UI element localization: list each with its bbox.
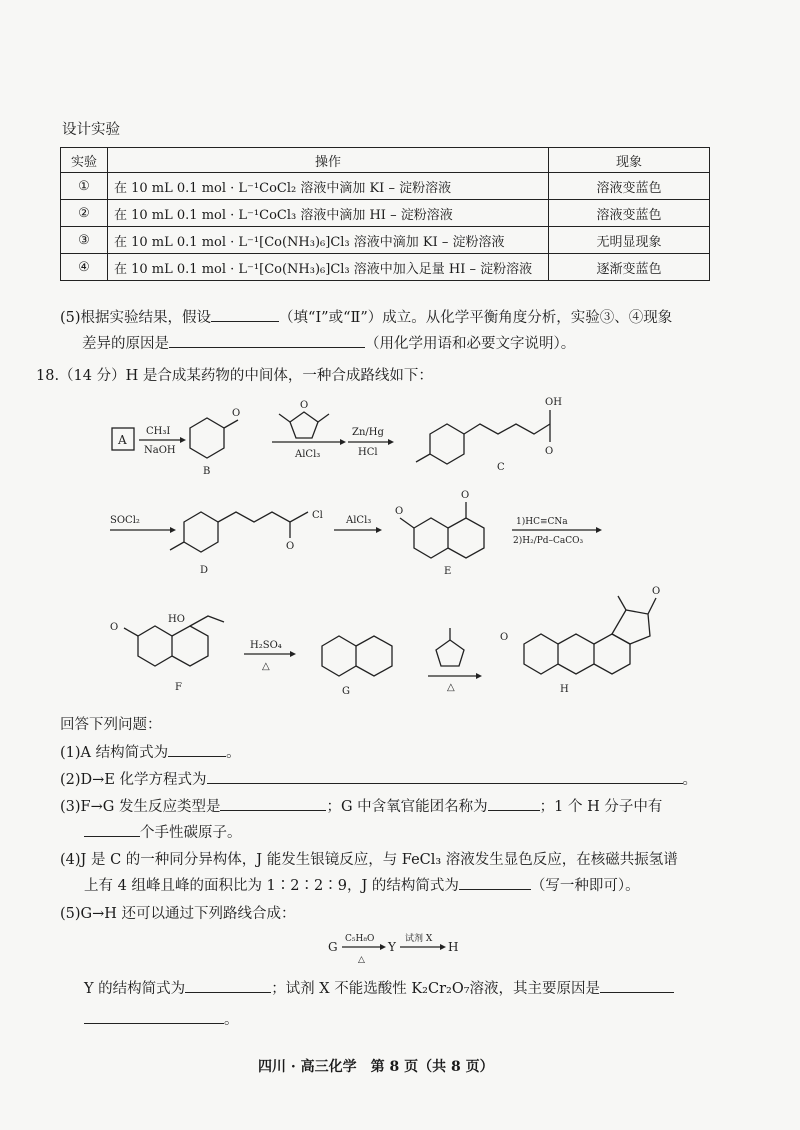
atom-O-H2: O <box>652 586 661 597</box>
reagent-hcl: HCl <box>358 447 378 458</box>
q5-text-b: ；试剂 X 不能选酸性 K₂Cr₂O₇溶液，其主要原因是 <box>271 981 601 997</box>
atom-O-B: O <box>232 408 241 419</box>
route-arrowhead-2 <box>440 944 446 950</box>
q18-intro: 18.（14 分）H 是合成某药物的中间体，一种合成路线如下： <box>36 368 433 384</box>
reagent-heat-2: △ <box>447 682 455 693</box>
atom-O-C: O <box>545 446 554 457</box>
label-E: E <box>444 566 452 577</box>
reagent-h2pd: 2)H₂/Pd–CaCO₃ <box>513 536 584 546</box>
reagent-ch3i: CH₃I <box>146 426 171 437</box>
q2-end: 。 <box>682 772 698 788</box>
q3-text-c: ；1 个 H 分子中有 <box>539 799 663 815</box>
reagent-heat-1: △ <box>262 661 270 672</box>
row-operation: 在 10 mL 0.1 mol · L⁻¹[Co(NH₃)₆]Cl₃ 溶液中滴加 KI – 淀粉溶液 <box>108 227 549 254</box>
prev-q5-text-c: 差异的原因是 <box>82 336 169 352</box>
q3-text-a: (3)F→G 发生反应类型是 <box>60 799 221 815</box>
row-number: ① <box>61 173 108 200</box>
route-reagent-1: C₅H₈O <box>345 934 375 944</box>
q1-end: 。 <box>226 745 241 761</box>
q5-title: (5)G→H 还可以通过下列路线合成： <box>60 906 296 922</box>
answer-blank-q5a[interactable] <box>185 978 271 993</box>
route-reagent-2: 试剂 X <box>405 934 433 944</box>
atom-O-anhydride: O <box>300 400 309 411</box>
atom-OH: OH <box>545 397 562 408</box>
route-heat: △ <box>358 955 365 965</box>
row-operation: 在 10 mL 0.1 mol · L⁻¹CoCl₃ 溶液中滴加 HI – 淀粉溶液 <box>108 200 549 227</box>
row-phenomenon: 无明显现象 <box>549 227 710 254</box>
atom-Cl: Cl <box>312 510 323 521</box>
q4-text-a: 上有 4 组峰且峰的面积比为 1∶2∶2∶9，J 的结构简式为 <box>84 878 459 894</box>
section-title: 设计实验 <box>62 122 120 138</box>
row-phenomenon: 逐渐变蓝色 <box>549 254 710 281</box>
q4-line1: (4)J 是 C 的一种同分异构体，J 能发生银镜反应，与 FeCl₃ 溶液发生显色反应，在核磁共振氢谱 <box>60 852 678 868</box>
label-G: G <box>342 686 350 697</box>
reagent-alcl3: AlCl₃ <box>295 449 321 460</box>
atom-O-E: O <box>461 490 470 501</box>
q5-text-a: Y 的结构简式为 <box>84 981 186 997</box>
atom-HO: HO <box>168 614 185 625</box>
header-experiment: 实验 <box>61 148 108 173</box>
label-A: A <box>118 433 127 447</box>
q4-text-b: （写一种即可）。 <box>530 878 640 894</box>
answer-blank-q5c[interactable] <box>84 1009 224 1024</box>
label-F: F <box>175 682 182 693</box>
atom-O-D: O <box>286 541 295 552</box>
q3-text-d: 个手性碳原子。 <box>140 825 242 841</box>
route-arrowhead-1 <box>380 944 386 950</box>
prev-q5-text-a: (5)根据实验结果，假设 <box>60 310 212 326</box>
label-C: C <box>497 462 505 473</box>
q5-line2 <box>84 1008 239 1029</box>
q5-end: 。 <box>224 1012 239 1028</box>
q5-line1 <box>84 977 674 998</box>
row-phenomenon: 溶液变蓝色 <box>549 200 710 227</box>
reagent-socl2: SOCl₂ <box>110 515 140 526</box>
row-number: ④ <box>61 254 108 281</box>
q2-text: (2)D→E 化学方程式为 <box>60 772 207 788</box>
reagent-znhg: Zn/Hg <box>352 427 384 438</box>
reagent-hccna: 1)HC≡CNa <box>516 517 568 527</box>
reagent-alcl3-2: AlCl₃ <box>346 515 372 526</box>
atom-O-H: O <box>500 632 509 643</box>
prev-q5-text-b: （填“Ⅰ”或“Ⅱ”）成立。从化学平衡角度分析，实验③、④现象 <box>279 310 673 326</box>
reagent-h2so4: H₂SO₄ <box>250 640 282 651</box>
row-number: ③ <box>61 227 108 254</box>
row-phenomenon: 溶液变蓝色 <box>549 173 710 200</box>
row-number: ② <box>61 200 108 227</box>
header-operation: 操作 <box>108 148 549 173</box>
route-Y: Y <box>388 940 396 954</box>
row-operation: 在 10 mL 0.1 mol · L⁻¹[Co(NH₃)₆]Cl₃ 溶液中加入足量 HI – 淀粉溶液 <box>108 254 549 281</box>
atom-O-E2: O <box>395 506 404 517</box>
reagent-naoh: NaOH <box>144 445 176 456</box>
label-B: B <box>203 466 211 477</box>
prev-q5-text-d: （用化学用语和必要文字说明）。 <box>365 336 576 352</box>
answer-blank-q5b[interactable] <box>600 978 674 993</box>
row-operation: 在 10 mL 0.1 mol · L⁻¹CoCl₂ 溶液中滴加 KI – 淀粉溶液 <box>108 173 549 200</box>
q1-text: (1)A 结构简式为 <box>60 745 169 761</box>
page-footer: 四川 · 高三化学 第 8 页（共 8 页） <box>258 1059 494 1075</box>
route-H: H <box>448 940 459 954</box>
header-phenomenon: 现象 <box>549 148 710 173</box>
q3-text-b: ；G 中含氧官能团名称为 <box>326 799 488 815</box>
atom-O-F: O <box>110 622 119 633</box>
label-D: D <box>200 565 209 576</box>
answer-prompt: 回答下列问题： <box>60 717 162 733</box>
route-G: G <box>328 940 338 954</box>
label-H: H <box>560 684 569 695</box>
